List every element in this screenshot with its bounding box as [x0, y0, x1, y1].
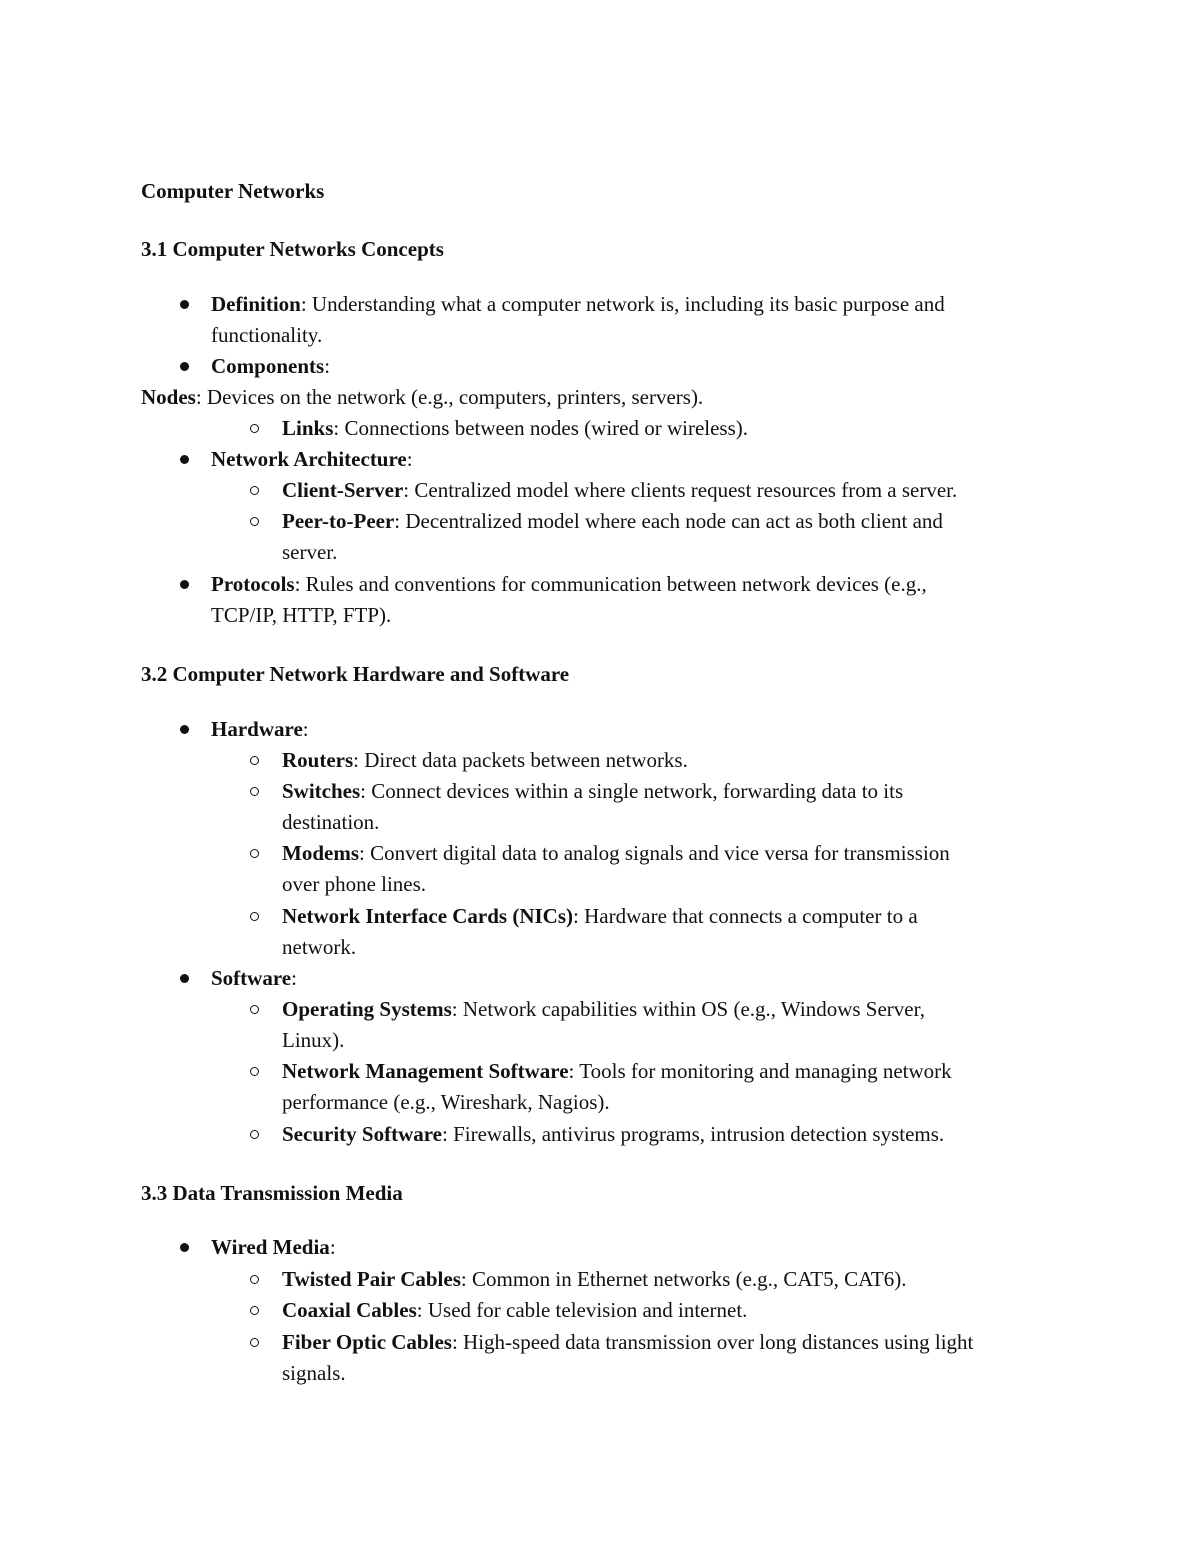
- item-text: : Firewalls, antivirus programs, intrusion detection systems.: [442, 1122, 945, 1146]
- term-label: Protocols: [211, 572, 295, 596]
- list-item-protocols: [211, 569, 927, 600]
- bullet-disc-icon: [180, 455, 189, 464]
- bullet-disc-icon: [180, 580, 189, 589]
- term-label: Switches: [282, 779, 361, 803]
- bullet-circle-icon: [250, 1306, 259, 1315]
- term-label: Fiber Optic Cables: [282, 1330, 452, 1354]
- term-label: Network Interface Cards (NICs): [282, 904, 574, 928]
- term-label: Peer-to-Peer: [282, 509, 395, 533]
- bullet-circle-icon: [250, 1338, 259, 1347]
- item-text: :: [291, 966, 297, 990]
- list-item-twisted-pair: [282, 1264, 907, 1295]
- item-text: : Convert digital data to analog signals and vice versa for transmission: [359, 841, 950, 865]
- list-item-coaxial: [282, 1295, 747, 1326]
- list-item-definition: [211, 289, 945, 320]
- term-label: Components: [211, 354, 325, 378]
- term-label: Hardware: [211, 717, 303, 741]
- bullet-circle-icon: [250, 912, 259, 921]
- list-item-modems: [282, 838, 950, 869]
- list-item-continuation: network.: [282, 935, 357, 959]
- term-label: Network Architecture: [211, 447, 407, 471]
- list-item-network-management-software: [282, 1056, 952, 1087]
- item-text: : Network capabilities within OS (e.g., Windows Server,: [451, 997, 926, 1021]
- list-item-components: [211, 351, 330, 382]
- bullet-disc-icon: [180, 1243, 189, 1252]
- term-label: Wired Media: [211, 1235, 330, 1259]
- term-label: Links: [282, 416, 334, 440]
- item-text: :: [324, 354, 331, 378]
- section-heading-3-1: 3.1 Computer Networks Concepts: [141, 237, 444, 261]
- item-text: : Decentralized model where each node can act as both client and: [394, 509, 943, 533]
- term-label: Security Software: [282, 1122, 442, 1146]
- item-text: :: [302, 717, 309, 741]
- bullet-circle-icon: [250, 424, 259, 433]
- bullet-disc-icon: [180, 300, 189, 309]
- bullet-circle-icon: [250, 849, 259, 858]
- item-text: : Direct data packets between networks.: [353, 748, 688, 772]
- list-item-wired-media: [211, 1232, 336, 1263]
- bullet-circle-icon: [250, 787, 259, 796]
- list-item-switches: [282, 776, 903, 807]
- bullet-circle-icon: [250, 1005, 259, 1014]
- item-text: : Tools for monitoring and managing network: [568, 1059, 952, 1083]
- item-text: : Understanding what a computer network is, including its basic purpose and: [300, 292, 945, 316]
- term-label: Network Management Software: [282, 1059, 569, 1083]
- bullet-disc-icon: [180, 362, 189, 371]
- bullet-circle-icon: [250, 1067, 259, 1076]
- list-item-client-server: [282, 475, 957, 506]
- list-item-software: [211, 963, 297, 994]
- term-label: Operating Systems: [282, 997, 452, 1021]
- bullet-circle-icon: [250, 486, 259, 495]
- list-item-peer-to-peer: [282, 506, 943, 537]
- bullet-circle-icon: [250, 756, 259, 765]
- list-item-fiber-optic: [282, 1327, 973, 1358]
- list-item-continuation: signals.: [282, 1361, 346, 1385]
- bullet-circle-icon: [250, 1275, 259, 1284]
- term-label: Routers: [282, 748, 354, 772]
- list-item-routers: [282, 745, 688, 776]
- list-item-continuation: server.: [282, 540, 338, 564]
- item-text: : Devices on the network (e.g., computers, printers, servers).: [195, 385, 704, 409]
- list-item-continuation: destination.: [282, 810, 380, 834]
- document-title: Computer Networks: [141, 179, 325, 203]
- list-item-continuation: performance (e.g., Wireshark, Nagios).: [282, 1090, 610, 1114]
- item-text: : Common in Ethernet networks (e.g., CAT5, CAT6).: [460, 1267, 907, 1291]
- item-text: : Centralized model where clients request resources from a server.: [403, 478, 958, 502]
- bullet-circle-icon: [250, 517, 259, 526]
- term-label: Software: [211, 966, 292, 990]
- bullet-disc-icon: [180, 974, 189, 983]
- list-item-continuation: over phone lines.: [282, 872, 427, 896]
- item-text: :: [406, 447, 413, 471]
- list-item-continuation: TCP/IP, HTTP, FTP).: [211, 603, 392, 627]
- list-item-continuation: Linux).: [282, 1028, 345, 1052]
- item-text: : Hardware that connects a computer to a: [573, 904, 918, 928]
- list-item-security-software: [282, 1119, 944, 1150]
- list-item-operating-systems: [282, 994, 925, 1025]
- list-item-hardware: [211, 714, 309, 745]
- bullet-circle-icon: [250, 1130, 259, 1139]
- list-item-links: [282, 413, 748, 444]
- term-label: Nodes: [141, 385, 196, 409]
- item-text: : Connections between nodes (wired or wireless).: [333, 416, 749, 440]
- item-text: : Used for cable television and internet.: [416, 1298, 748, 1322]
- term-label: Definition: [211, 292, 301, 316]
- list-item-nodes: [141, 382, 703, 413]
- bullet-disc-icon: [180, 725, 189, 734]
- term-label: Coaxial Cables: [282, 1298, 417, 1322]
- term-label: Client-Server: [282, 478, 404, 502]
- list-item-nics: [282, 901, 918, 932]
- item-text: : Connect devices within a single network, forwarding data to its: [360, 779, 904, 803]
- list-item-continuation: functionality.: [211, 323, 323, 347]
- term-label: Twisted Pair Cables: [282, 1267, 461, 1291]
- section-heading-3-2: 3.2 Computer Network Hardware and Software: [141, 662, 570, 686]
- item-text: :: [329, 1235, 336, 1259]
- section-heading-3-3: 3.3 Data Transmission Media: [141, 1181, 403, 1205]
- list-item-network-architecture: [211, 444, 413, 475]
- term-label: Modems: [282, 841, 359, 865]
- item-text: : High-speed data transmission over long distances using light: [451, 1330, 974, 1354]
- item-text: : Rules and conventions for communication between network devices (e.g.,: [294, 572, 927, 596]
